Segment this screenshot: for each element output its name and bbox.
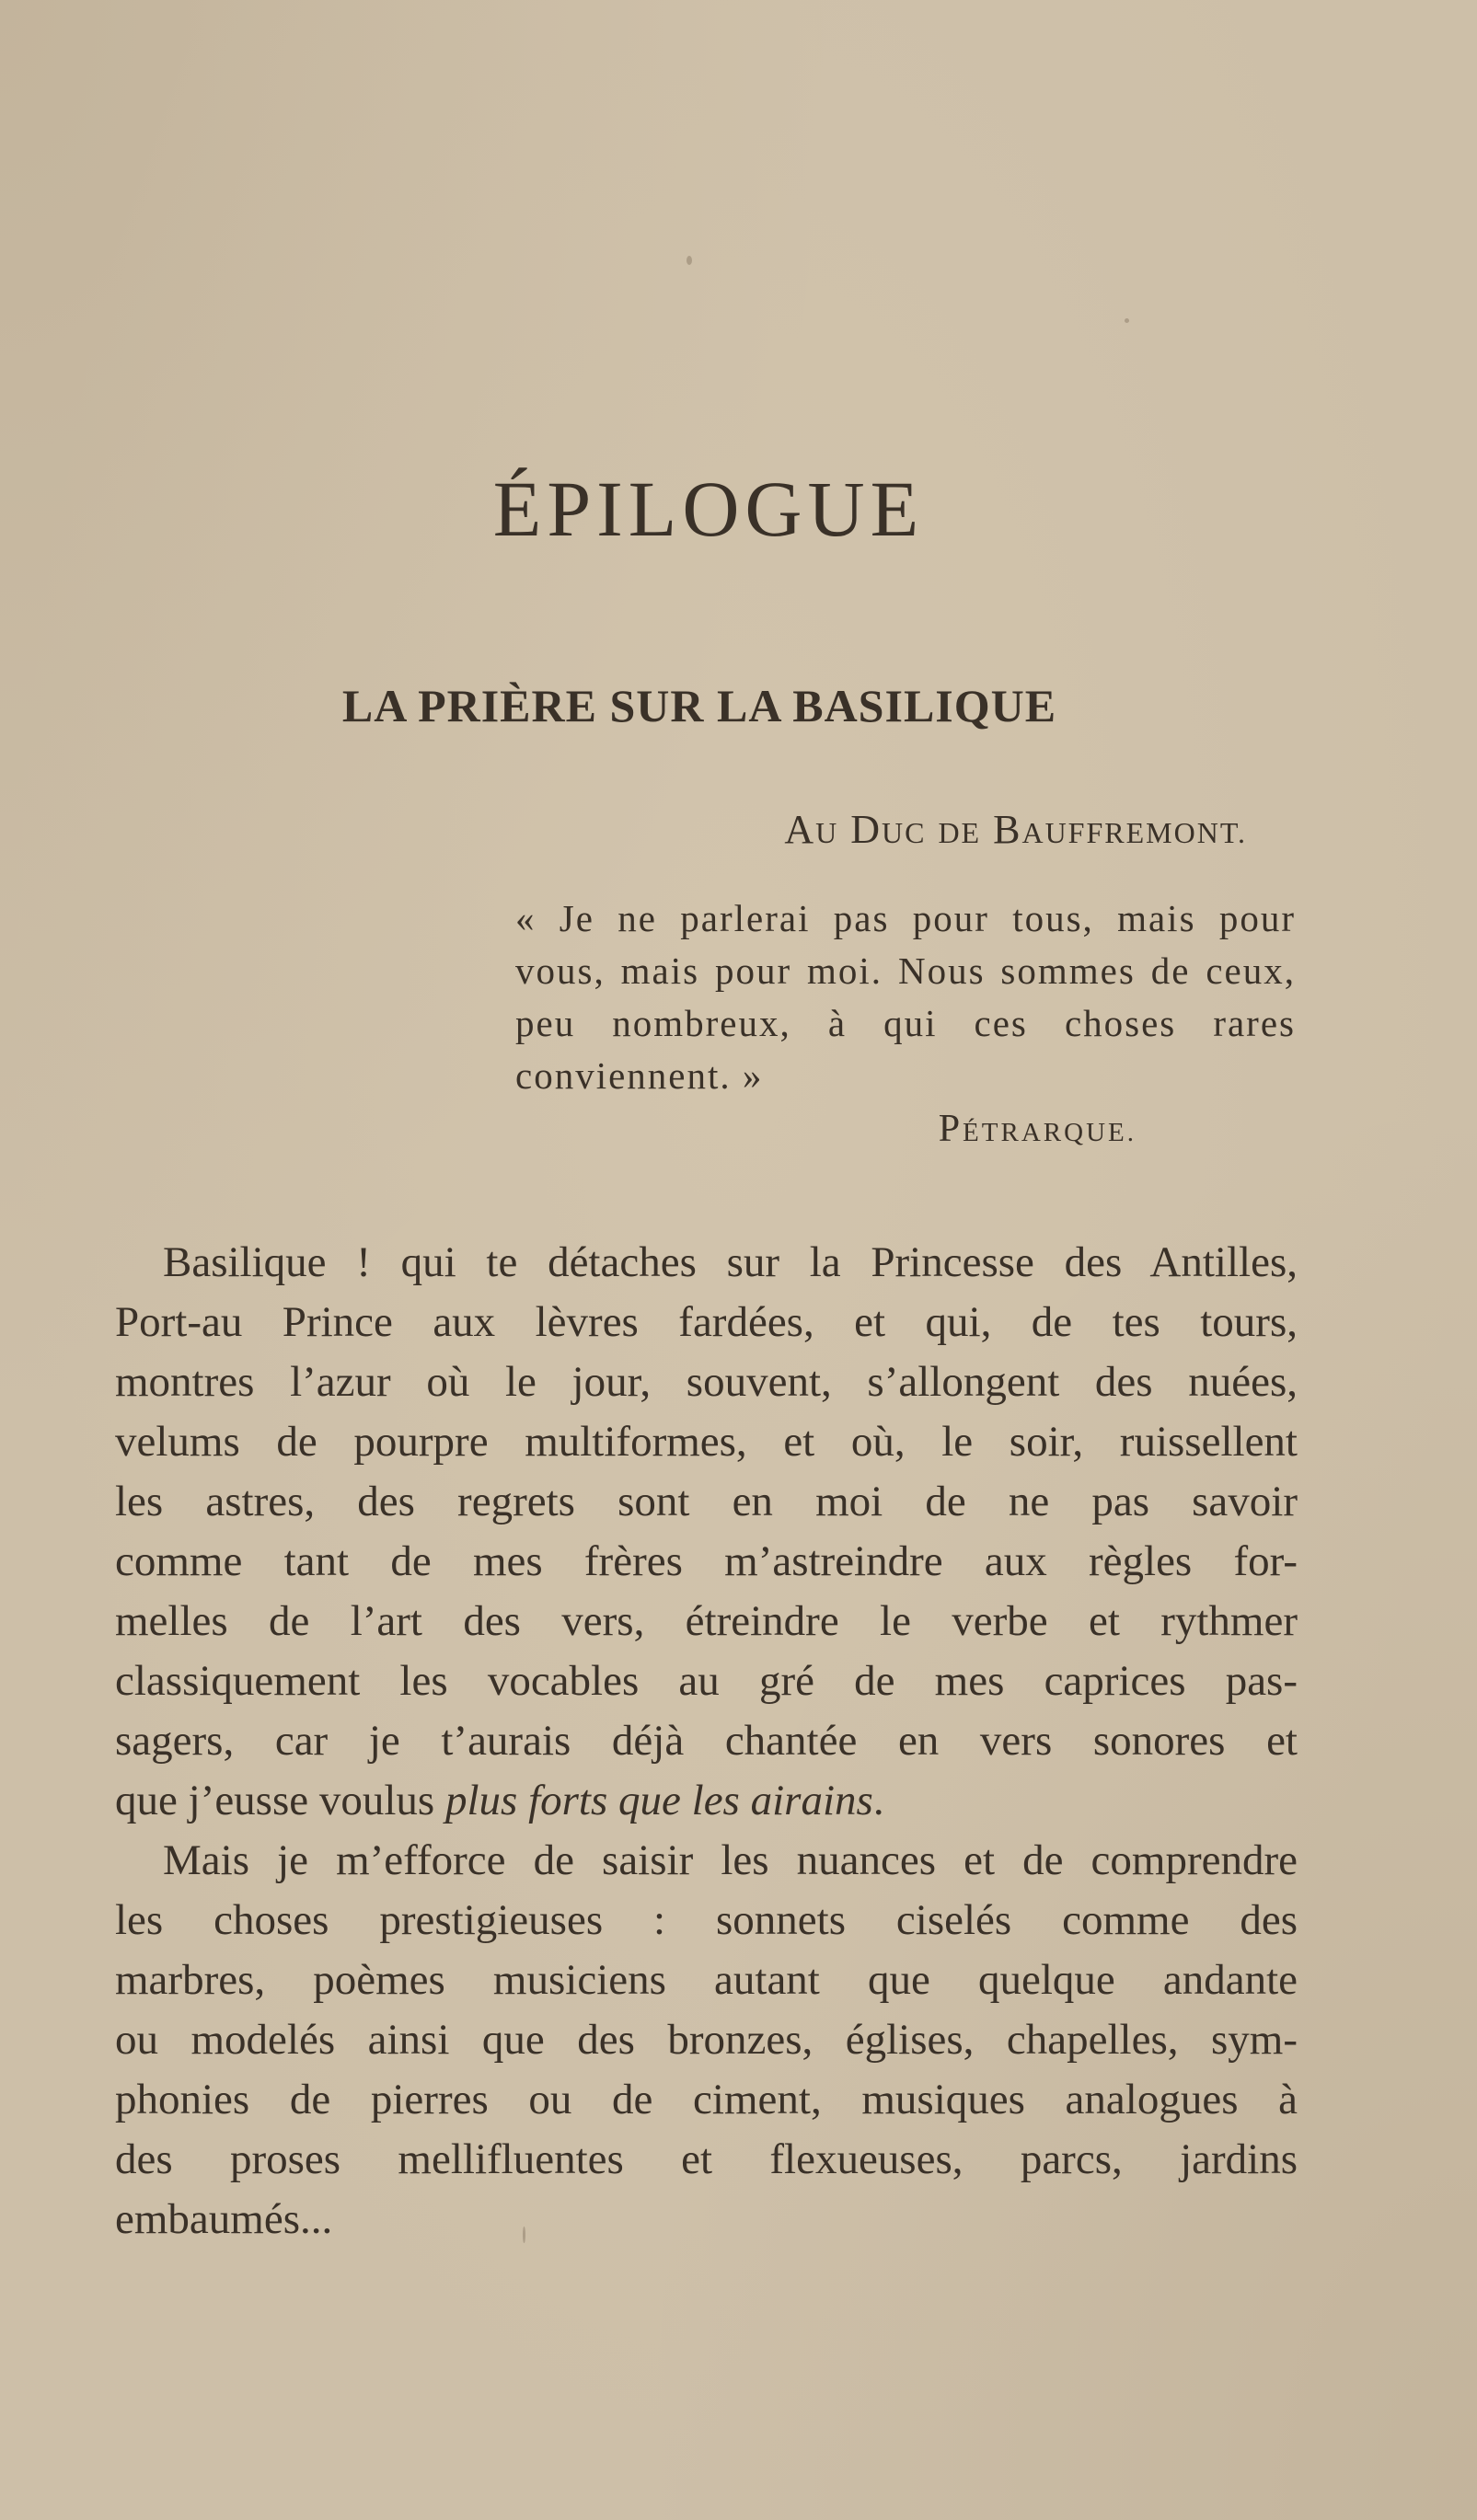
paper-speck (523, 2227, 525, 2243)
paragraph-1-line: classiquement les vocables au gré de mes caprices pas- (115, 1657, 1298, 1705)
paragraph-1-line: que j’eusse voulus plus forts que les airains. (115, 1777, 884, 1824)
paper-speck (687, 256, 692, 265)
body-text (115, 1233, 1298, 2250)
paragraph-2-line: embaumés... (115, 2195, 333, 2243)
paragraph-1-line: Basilique ! qui te détaches sur la Princesse des Antilles, (163, 1238, 1298, 1286)
paragraph-2-line: Mais je m’efforce de saisir les nuances et de comprendre (163, 1836, 1298, 1884)
paragraph-1 (115, 1233, 1298, 1831)
smallcaps-word: AU (784, 807, 839, 852)
paragraph-2-line: phonies de pierres ou de ciment, musiques analogues à (115, 2076, 1298, 2123)
paragraph-2-line: ou modelés ainsi que des bronzes, églises, chapelles, sym- (115, 2016, 1298, 2064)
chapter-subtitle: LA PRIÈRE SUR LA BASILIQUE (341, 680, 1057, 731)
smallcaps-word: DUC (850, 807, 927, 852)
italic-phrase: plus forts que les airains (444, 1777, 873, 1824)
smallcaps-word: BAUFFREMONT. (993, 807, 1247, 852)
dedication (784, 807, 1247, 852)
paragraph-1-line: Port-au Prince aux lèvres fardées, et qui, de tes tours, (115, 1298, 1298, 1346)
epigraph-attribution (939, 1110, 1137, 1148)
paragraph-1-line: les astres, des regrets sont en moi de ne pas savoir (115, 1478, 1298, 1525)
page-title: ÉPILOGUE (492, 465, 925, 553)
paragraph-1-line: comme tant de mes frères m’astreindre aux règles for- (115, 1537, 1298, 1585)
paper-speck (1125, 318, 1129, 323)
paragraph-2-line: les choses prestigieuses : sonnets ciselés comme des (115, 1896, 1298, 1944)
smallcaps-word: PÉTRARQUE. (938, 1108, 1137, 1150)
paragraph-2-line: marbres, poèmes musiciens autant que quelque andante (115, 1956, 1298, 2004)
paragraph-2 (115, 1831, 1298, 2250)
epigraph-quote: « Je ne parlerai pas pour tous, mais pour vous, mais pour moi. Nous sommes de ceux, peu nombreux, à qui ces choses rares conviennent. » (515, 897, 1296, 1097)
paragraph-2-line: des proses mellifluentes et flexueuses, parcs, jardins (115, 2135, 1298, 2183)
paragraph-1-line: montres l’azur où le jour, souvent, s’allongent des nuées, (115, 1358, 1298, 1406)
paragraph-1-line: sagers, car je t’aurais déjà chantée en vers sonores et (115, 1717, 1298, 1765)
paragraph-1-line: velums de pourpre multiformes, et où, le soir, ruissellent (115, 1418, 1298, 1466)
paragraph-1-line: melles de l’art des vers, étreindre le verbe et rythmer (115, 1597, 1298, 1645)
smallcaps-word: DE (938, 816, 982, 849)
